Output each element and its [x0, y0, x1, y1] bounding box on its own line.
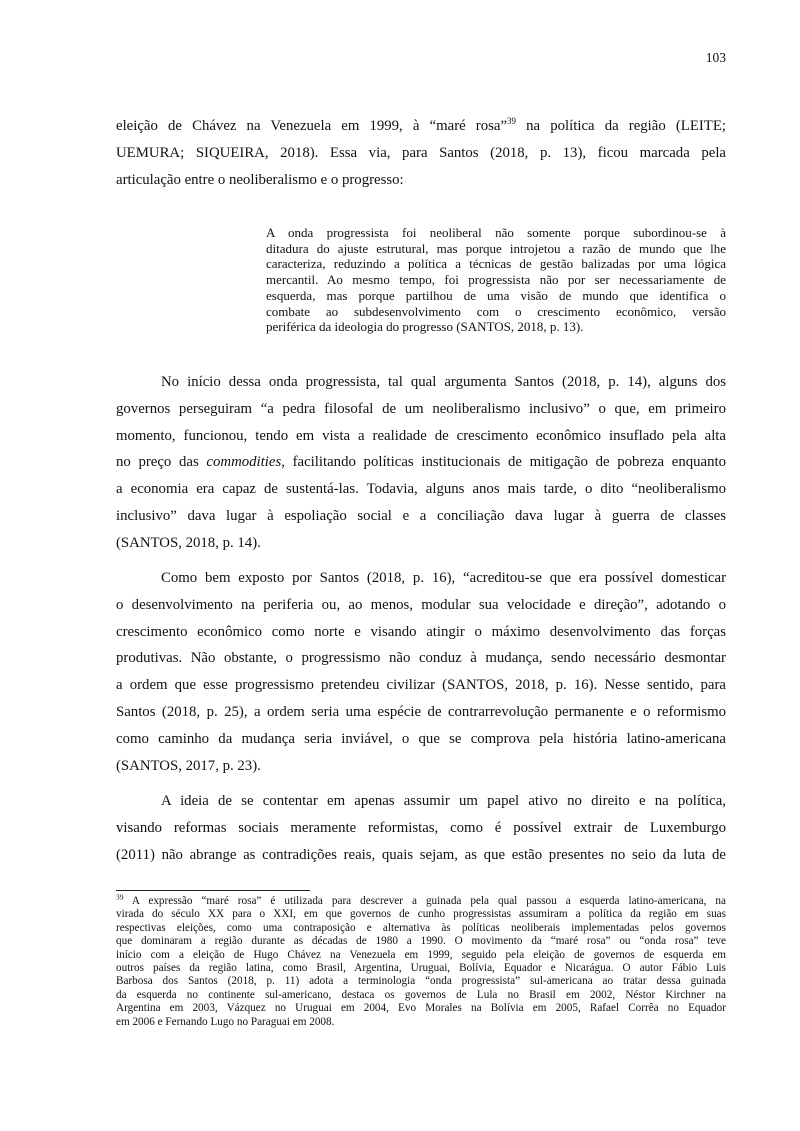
quote-line: combate ao subdesenvolvimento com o crescimento econômico, versão [266, 303, 726, 319]
paragraph-2-line: momento, funcionou, tendo em vista a realidade de crescimento econômico insuflado pela alta [116, 427, 726, 444]
quote-line: ditadura do ajuste estrutural, mas porque introjetou a razão de mundo que lhe [266, 240, 726, 256]
block-quote [266, 225, 726, 335]
paragraph-4-line: visando reformas sociais meramente reformistas, como é possível extrair de Luxemburgo [116, 819, 726, 836]
quote-line: caracteriza, reduzindo a política a técnicas de gestão balizadas por uma lógica [266, 256, 726, 272]
paragraph-2-line: governos perseguiram “a pedra filosofal de um neoliberalismo inclusivo” o que, em primeiro [116, 400, 726, 417]
paragraph-3-line: crescimento econômico como norte e visando atingir o máximo desenvolvimento das forças [116, 623, 726, 640]
footnote-line: início com a eleição de Hugo Chávez na Venezuela em 1999, seguido pela eleição de governos de esquerda em [116, 948, 726, 961]
footnote-line: $^{39}$ A expressão “maré rosa” é utilizada para descrever a guinada pela qual passou a esquerda latino-americana, na [116, 892, 726, 907]
italic-term: commodities [206, 454, 282, 471]
footnote-line: outros países da região latina, como Brasil, Argentina, Uruguai, Bolívia, Equador e Nicarágua. O autor Fábio Luis [116, 962, 726, 975]
paragraph-1-line-2: UEMURA; SIQUEIRA, 2018). Essa via, para Santos (2018, p. 13), ficou marcada pela [116, 144, 726, 161]
footnote-line: Argentina em 2003, Vázquez no Uruguai em 2004, Evo Morales na Bolívia em 2005, Rafael Corrêa no Equador [116, 1002, 726, 1015]
paragraph-2-line: a economia era capaz de sustentá-las. Todavia, alguns anos mais tarde, o dito “neoliberalismo [116, 481, 726, 498]
quote-line: esquerda, mas porque partilhou de uma visão de mundo que identifica o [266, 287, 726, 303]
paragraph-3-line: (SANTOS, 2017, p. 23). [116, 757, 261, 774]
paragraph-2-line: (SANTOS, 2018, p. 14). [116, 534, 261, 551]
paragraph-2-line: no preço das commodities, facilitando políticas institucionais de mitigação de pobreza enquanto [116, 454, 726, 471]
footnote-line: que dominaram a região durante as décadas de 1980 a 1990. O movimento da “maré rosa” ou “onda rosa” teve [116, 935, 726, 948]
footnote-line: respectivas eleições, como uma contraposição e alternativa às políticas neoliberais implementadas pelos governos [116, 921, 726, 934]
paragraph-3-line: como caminho da mudança seria inviável, o que se comprova pela história latino-americana [116, 730, 726, 747]
paragraph-3-line: o desenvolvimento na periferia ou, ao menos, modular sua velocidade e direção”, adotando o [116, 596, 726, 613]
paragraph-1-line-3: articulação entre o neoliberalismo e o progresso: [116, 171, 404, 188]
footnote-separator [116, 890, 310, 891]
paragraph-3 [116, 565, 726, 779]
footnote-reference[interactable]: 39 [507, 116, 517, 127]
page-number: 103 [705, 50, 726, 65]
footnote-line: virada do século XX para o XXI, em que governos de cunho progressistas assumiram a política da região em suas [116, 908, 726, 921]
paragraph-1 [116, 113, 726, 193]
quote-line: A onda progressista foi neoliberal não somente porque subordinou-se à [266, 225, 726, 240]
footnote-line: em 2006 e Fernando Lugo no Paraguai em 2008. [116, 1015, 335, 1028]
footnote-marker: 39 [116, 892, 124, 902]
paragraph-3-line: Santos (2018, p. 25), a ordem seria uma espécie de contrarrevolução permanente e o reformismo [116, 703, 726, 720]
paragraph-4-line: A ideia de se contentar em apenas assumir um papel ativo no direito e na política, [161, 793, 726, 809]
footnote-line: Barbosa dos Santos (2018, p. 11) adota a terminologia “onda progressista” sul-americana ao tratar dessa guinada [116, 975, 726, 988]
footnote-line: da esquerda no continente sul-americano, destaca os governos de Lula no Brasil em 2002, Néstor Kirchner na [116, 988, 726, 1001]
footnote-39 [116, 892, 726, 1029]
paragraph-2 [116, 369, 726, 557]
paragraph-1-line-1: eleição de Chávez na Venezuela em 1999, à “maré rosa”$^{39}$ na política da região (LEITE; [116, 116, 726, 134]
paragraph-2-line: inclusivo” dava lugar à espoliação social e a conciliação dava lugar à guerra de classes [116, 507, 726, 524]
paragraph-4-line: (2011) não abrange as contradições reais, quais sejam, as que estão presentes no seio da luta de [116, 846, 726, 863]
paragraph-3-line: a ordem que esse progressismo pretendeu civilizar (SANTOS, 2018, p. 16). Nesse sentido, para [116, 677, 726, 694]
paragraph-2-line: No início dessa onda progressista, tal qual argumenta Santos (2018, p. 14), alguns dos [161, 374, 726, 390]
paragraph-3-line: produtivas. Não obstante, o progressismo não conduz à mudança, sendo necessário desmontar [116, 650, 726, 667]
quote-line: mercantil. Ao mesmo tempo, foi progressista não por ser necessariamente de [266, 272, 726, 288]
paragraph-3-line: Como bem exposto por Santos (2018, p. 16), “acreditou-se que era possível domesticar [161, 570, 726, 586]
paragraph-4 [116, 788, 726, 868]
quote-line: periférica da ideologia do progresso (SANTOS, 2018, p. 13). [266, 319, 584, 335]
